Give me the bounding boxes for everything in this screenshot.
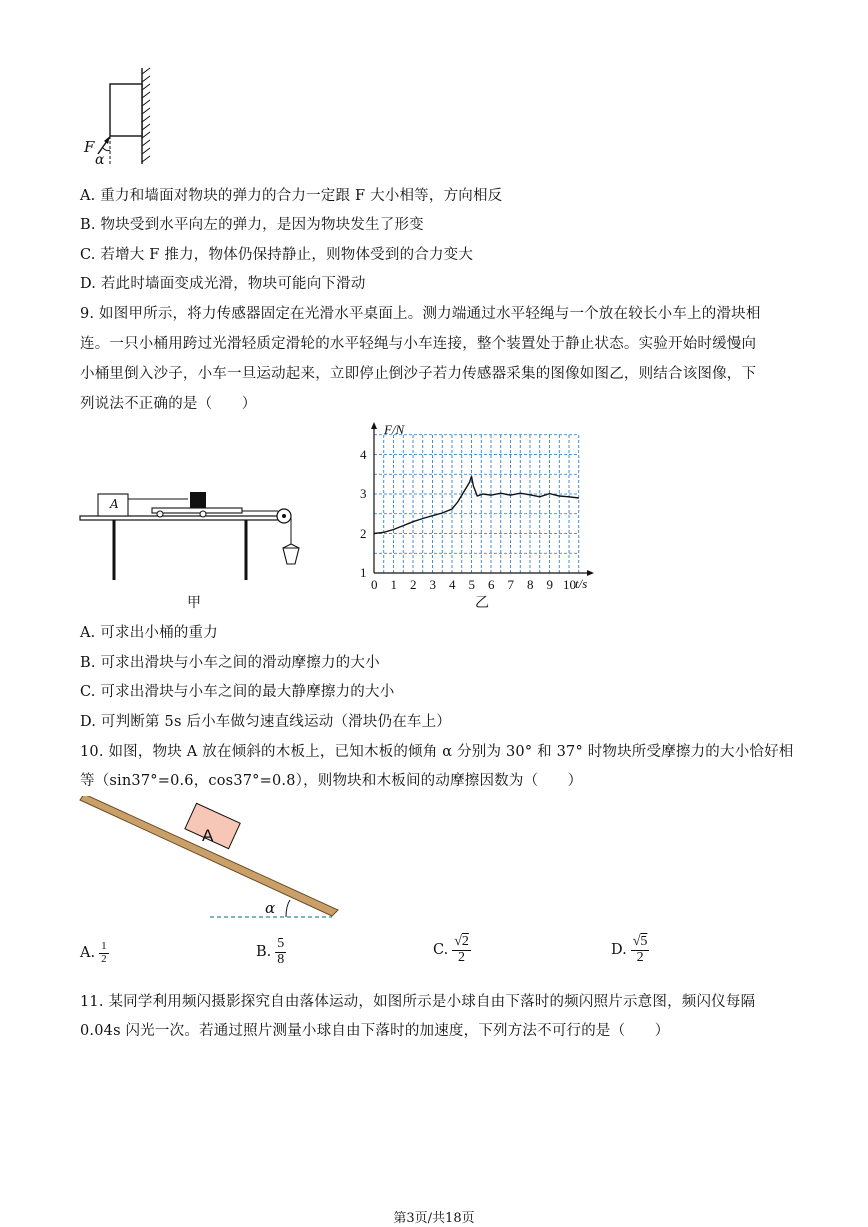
q9-cart [152,508,242,513]
q8-angle-label: α [95,152,105,168]
q10-option-b-letter: B. [256,944,272,961]
q10-option-d [611,935,649,965]
q10-option-a [80,941,109,965]
q10-option-d-radicand: 5 [640,934,648,949]
chart-y-tick-label: 1 [360,565,367,580]
chart-y-tick-label: 3 [360,486,367,501]
chart-x-tick-label: 4 [449,577,456,592]
q10-option-a-numerator: 1 [101,940,107,952]
q10-option-c-radical: √ [454,934,462,949]
q9-stem-line-4: 列说法不正确的是（ ） [80,396,257,412]
q8-block [110,84,142,136]
chart-xlabel: t/s [575,576,588,591]
chart-x-tick-label: 8 [527,577,534,592]
q10-angle-label: α [265,899,276,917]
q10-option-c-denominator: 2 [458,949,466,965]
q8-figure [78,66,168,174]
chart-x-tick-label: 2 [410,577,417,592]
q10-option-d-letter: D. [611,942,627,959]
q10-option-d-radical: √ [632,934,641,949]
q9-stem-line-3: 小桶里倒入沙子，小车一旦运动起来，立即停止倒沙子若力传感器采集的图像如图乙，则结合该图像，下 [80,366,757,382]
chart-y-tick-label: 4 [360,446,367,462]
chart-x-tick-label: 9 [546,577,553,592]
q10-option-a-denominator: 2 [101,952,107,965]
q8-option-c: C. 若增大 F 推力，物体仍保持静止，则物体受到的合力变大 [80,247,474,263]
chart-x-tick-label: 7 [507,577,514,592]
q10-option-c [433,935,471,965]
q9-stem-line-1: 9. 如图甲所示，将力传感器固定在光滑水平桌面上。测力端通过水平轻绳与一个放在较长小车上的滑块相 [80,306,761,322]
q9-stem-line-2: 连。一只小桶用跨过光滑轻质定滑轮的水平轻绳与小车连接，整个装置处于静止状态。实验开始时缓慢向 [80,336,757,352]
q9-option-c: C. 可求出滑块与小车之间的最大静摩擦力的大小 [80,684,395,700]
q10-option-d-fraction [631,935,650,965]
chart-x-tick-label: 5 [468,577,475,592]
q10-stem-line-2: 等（sin37°=0.6，cos37°=0.8），则物块和木板间的动摩擦因数为（ ） [80,773,583,789]
q10-option-d-numerator [631,935,650,951]
page-footer: 第3页/共18页 [393,1211,475,1226]
chart-x-tick-label: 10 [563,577,576,592]
q10-option-b-fraction [275,937,286,967]
q11-stem-line-1: 11. 某同学利用频闪摄影探究自由落体运动，如图所示是小球自由下落时的频闪照片示意图，频闪仪每隔 [80,994,756,1010]
q10-option-c-fraction [452,935,471,965]
chart-x-tick-label: 1 [390,577,397,592]
q10-option-c-numerator [452,935,471,951]
q8-option-d: D. 若此时墙面变成光滑，物块可能向下滑动 [80,276,366,292]
q9-chart [360,420,600,595]
q8-option-a: A. 重力和墙面对物块的弹力的合力一定跟 F 大小相等，方向相反 [80,188,503,204]
q9-option-b: B. 可求出滑块与小车之间的滑动摩擦力的大小 [80,655,380,671]
q10-option-b-numerator: 5 [277,936,285,951]
q10-stem-line-1: 10. 如图，物块 A 放在倾斜的木板上，已知木板的倾角 α 分别为 30° 和 37° 时物块所受摩擦力的大小恰好相 [80,744,794,760]
q9-option-a: A. 可求出小桶的重力 [80,625,218,641]
q8-option-b: B. 物块受到水平向左的弹力，是因为物块发生了形变 [80,217,424,233]
q9-slider [190,492,206,508]
q10-option-b-denominator: 8 [277,951,285,967]
q10-option-c-letter: C. [433,942,449,959]
q10-option-b [256,937,286,967]
chart-ylabel: F/N [384,422,405,437]
chart-y-tick-label: 2 [360,525,367,541]
q11-stem-line-2: 0.04s 闪光一次。若通过照片测量小球自由下落时的加速度，下列方法不可行的是（ ） [80,1023,670,1039]
q10-block-label: A [202,826,214,845]
q9-option-d: D. 可判断第 5s 后小车做匀速直线运动（滑块仍在车上） [80,714,452,730]
chart-series-line [374,476,579,533]
q10-option-a-fraction [99,941,109,965]
q9-bucket [283,548,299,564]
q10-option-a-letter: A. [80,945,96,962]
q9-caption-yi: 乙 [475,595,489,611]
chart-x-tick-label: 0 [371,577,378,592]
q10-option-c-radicand: 2 [461,934,469,949]
q9-caption-jia: 甲 [187,595,201,611]
q10-option-d-denominator: 2 [636,949,644,965]
chart-x-tick-label: 3 [429,577,436,592]
q10-figure [76,796,346,924]
chart-x-tick-label: 6 [488,577,495,592]
q9-sensor-label: A [110,497,119,511]
q8-force-label: F [84,138,95,156]
